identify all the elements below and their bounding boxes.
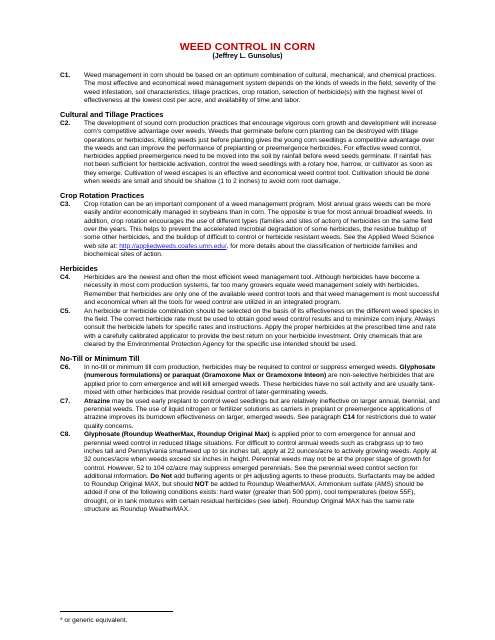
- paragraph-c3: [60, 201, 440, 259]
- paragraph-reference: C14: [342, 414, 355, 422]
- text-segment: be added to Roundup WeatherMAX. Ammonium sulfate (AMS) should be added if one of the following conditions exists: hard water (greater than 500 ppm), cool temperatures (below 55F), drought, or in tank mixtures with certain residual herbicides (see label). Roundup Original MAX has the same rate structure as Roundup WeatherMAX.: [84, 481, 424, 514]
- herbicide-name: Glyphosate (numerous formulations) or paraquat (Gramoxone Max or Gramoxone Inteon): [84, 364, 436, 380]
- document-author: (Jeffrey L. Gunsolus): [212, 53, 283, 60]
- paragraph-text: Herbicides are the newest and often the most efficient weed management tool. Although herbicides have become a necessity in most corn production systems, far too many growers equate weed management solely with herbicides. Remember that herbicides are only one of the available weed control tools and that weed management is most successful and economical when all the tools for weed control are utilized in an integrated program.: [84, 274, 440, 306]
- paragraph-c2: [60, 120, 440, 186]
- text-segment: Crop rotation can be an important component of a weed management program. Most annual grass weeds can be more easily and/or economically managed in soybeans than in corn. The opposite is true for most annual broadleaf weeds. In addition, crop rotation encourages the use of different types (families and sites of action) of herbicides on the same field over the years. This helps to prevent the accelerated microbial degradation of some herbicides, the residue buildup of some other herbicides, and the buildup of difficult to control or herbicide resistant weeds. See the Applied Weed Science web site at:: [84, 201, 435, 250]
- section-heading-notill: No-Till or Minimum Till: [60, 354, 140, 364]
- paragraph-number: C3.: [60, 201, 71, 209]
- paragraph-number: C7.: [60, 397, 71, 405]
- text-segment: , for more details about the classification of herbicide families and biochemical sites of action.: [84, 242, 418, 258]
- paragraph-text: [84, 364, 440, 397]
- footnote: * or generic equivalent.: [60, 617, 128, 624]
- paragraph-number: C6.: [60, 364, 71, 371]
- paragraph-c5: [60, 308, 440, 349]
- text-segment: is applied prior to corn emergence for annual and perennial weed control in reduced tillage situations. For difficult to control annual weeds such as crabgrass up to two inches tall and Pennsylvania smartweed up to six inches tall, apply at 22 ounces/acre to actively growing weeds. Apply at 32 ounces/acre when weeds exceed six inches in height. Perennial weeds may not be at the proper stage of growth for control. However, 52 to 104 oz/acre may suppress emerged perennials. See the perennial weed control section for additional information.: [84, 431, 437, 480]
- paragraph-text: [84, 201, 440, 259]
- paragraph-number: C1.: [60, 72, 71, 79]
- footnote-divider: [60, 611, 173, 612]
- herbicide-name: Glyphosate (Roundup WeatherMax, Roundup Original Max): [84, 431, 270, 439]
- text-segment: are non-selective herbicides that are applied prior to corn emergence and will kill emerged weeds. These herbicides have no soil activity and are usually tank-mixed with other herbicides that provide residual control of later-germinating weeds.: [84, 372, 435, 396]
- text-segment: add buffering agents or pH adjusting agents to these products. Surfactants may be added to Roundup Original MAX, but should: [84, 472, 435, 489]
- paragraph-c8: [60, 431, 440, 514]
- paragraph-c7: [60, 398, 440, 431]
- text-segment: may be used early preplant to control weed seedlings but are relatively ineffective on larger annual, biennial, and perennial weeds. The use of liquid nitrogen or fertilizer solutions as carriers in preplant or preemergence applications of atrazine improves its burndown effectiveness on larger, emerged weeds. See paragraph: [84, 397, 440, 422]
- paragraph-text: [84, 398, 440, 431]
- section-heading-cultural: Cultural and Tillage Practices: [60, 110, 164, 120]
- herbicide-name: Atrazine: [84, 397, 111, 405]
- paragraph-text: An herbicide or herbicide combination should be selected on the basis of its effectiveness on the different weed species in the field. The correct herbicide rate must be used to obtain good weed control results and to minimize corn injury. Always consult the herbicide labels for specific rates and instructions. Apply the proper herbicides at the prescribed time and rate with a carefully calibrated applicator to provide the best return on your herbicide investment. Only chemicals that are cleared by the Environmental Protection Agency for the specific use intended should be used.: [84, 307, 439, 348]
- emphasis-text: NOT: [194, 481, 209, 489]
- paragraph-text: The development of sound corn production practices that encourage vigorous corn growth and development will increase corn's competitive advantage over weeds. Weeds that germinate before corn planting can be destroyed with tillage operations or herbicides. Killing weeds just before planting gives the young corn seedlings a competitive advantage over the weeds and can improve the performance of preplanting or preemergence herbicides. For effective weed control, herbicides applied preemergence need to be moved into the soil by rainfall before weed seeds germinate. If rainfall has not been sufficient for herbicide activation, control the weed seedlings with a rotary hoe, harrow, or cultivator as soon as they emerge. Cultivation of weed escapes is an effective and economical weed control tool. Cultivation should be done when weeds are small and should be shallow (1 to 2 inches) to avoid corn root damage.: [84, 119, 437, 186]
- text-segment: In no-till or minimum till corn production, herbicides may be required to control or suppress emerged weeds.: [84, 364, 400, 371]
- section-heading-rotation: Crop Rotation Practices: [60, 191, 145, 201]
- paragraph-text: [84, 431, 440, 514]
- paragraph-c6: [60, 364, 440, 397]
- emphasis-text: Do Not: [150, 472, 172, 480]
- document-title: WEED CONTROL IN CORN: [179, 41, 316, 53]
- section-heading-herbicides: Herbicides: [60, 264, 98, 274]
- paragraph-c4: [60, 274, 440, 307]
- paragraph-number: C5.: [60, 307, 71, 315]
- paragraph-c1: [60, 72, 440, 105]
- applied-weeds-link[interactable]: http://appliedweeds.coafes.umn.edu/: [119, 242, 227, 250]
- paragraph-number: C8.: [60, 431, 71, 439]
- document-body: [60, 72, 440, 520]
- paragraph-number: C2.: [60, 119, 71, 127]
- paragraph-number: C4.: [60, 274, 71, 282]
- paragraph-text: Weed management in corn should be based on an optimum combination of cultural, mechanical, and chemical practices. The most effective and economical weed management system depends on the kinds of weeds in the field, severity of the weed infestation, soil characteristics, tillage practices, crop rotation, selection of herbicide(s) with the highest level of effectiveness at the lowest cost per acre, and availability of time and labor.: [84, 72, 437, 104]
- text-segment: for restrictions due to water quality concerns.: [84, 414, 437, 430]
